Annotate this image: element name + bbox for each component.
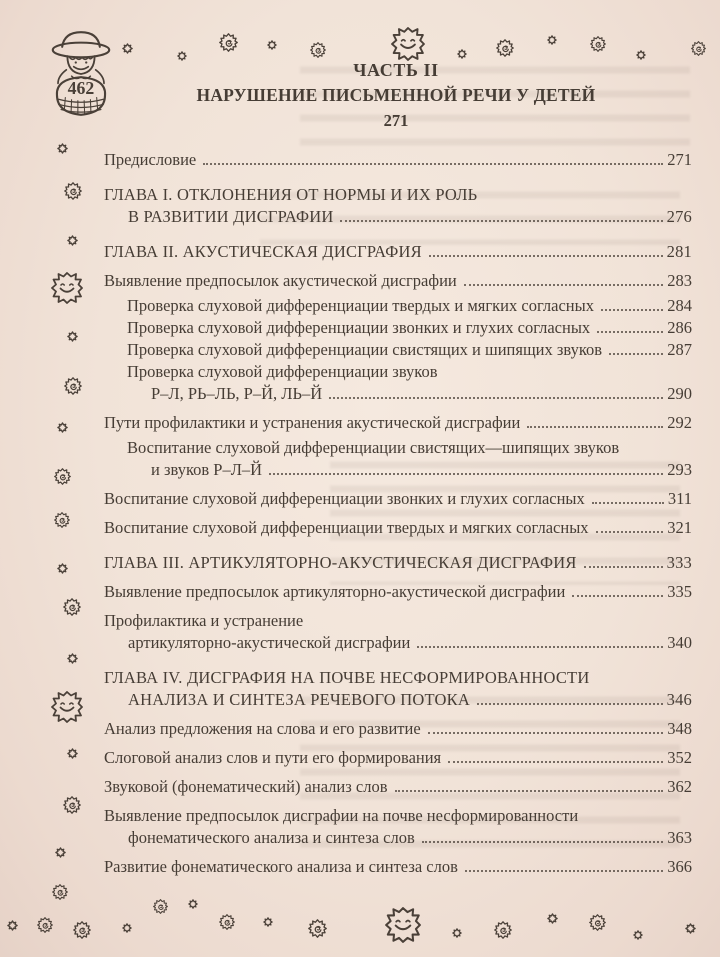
sun-medium-icon xyxy=(496,39,514,57)
sun-small-icon xyxy=(633,930,643,940)
toc-entry-page: 293 xyxy=(667,460,692,479)
toc-entry xyxy=(127,339,692,361)
toc-entry-line xyxy=(104,610,692,632)
dot-leader xyxy=(428,732,664,734)
dot-leader xyxy=(422,841,663,843)
toc-entry-page: 311 xyxy=(667,489,692,508)
toc-entry-line xyxy=(104,552,692,574)
sun-small-icon xyxy=(457,49,467,59)
toc-entry-line xyxy=(127,317,692,339)
toc-entry-line xyxy=(127,383,692,405)
sun-small-icon xyxy=(267,40,277,50)
toc-entry xyxy=(104,610,692,654)
toc-entry-title: Пути профилактики и устранения акустической дисграфии xyxy=(104,413,521,432)
dot-leader xyxy=(429,255,663,257)
toc-entry-line xyxy=(104,856,692,878)
toc-entry xyxy=(104,805,692,849)
sun-medium-icon xyxy=(64,182,82,200)
toc-entry xyxy=(104,552,692,574)
toc-entry-page: 290 xyxy=(667,384,692,403)
toc-entry-title: Проверка слуховой дифференциации звонких и глухих согласных xyxy=(127,318,591,337)
toc-entry-title: Воспитание слуховой дифференциации звонких и глухих согласных xyxy=(104,489,585,508)
sun-small-icon xyxy=(67,235,78,246)
toc-entry-page: 286 xyxy=(667,318,692,337)
toc-entry-page: 366 xyxy=(667,857,692,876)
dot-leader xyxy=(596,531,664,533)
toc-entry-title: Воспитание слуховой дифференциации твердых и мягких согласных xyxy=(104,518,589,537)
toc-entry-page: 348 xyxy=(667,719,692,738)
sun-medium-icon xyxy=(589,914,606,931)
sun-small-icon xyxy=(122,43,133,54)
sun-medium-icon xyxy=(308,919,327,938)
dot-leader xyxy=(417,646,663,648)
toc-entry-title: Слоговой анализ слов и пути его формирования xyxy=(104,748,442,767)
sun-small-icon xyxy=(263,917,273,927)
toc-entry-page: 340 xyxy=(667,633,692,652)
toc-entry-line xyxy=(104,517,692,539)
toc-entry-line xyxy=(104,184,692,206)
sun-medium-icon xyxy=(37,917,53,933)
dot-leader xyxy=(329,397,663,399)
sun-medium-icon xyxy=(494,921,512,939)
sun-small-icon xyxy=(122,923,132,933)
dot-leader xyxy=(572,595,663,597)
toc-entry-page: 352 xyxy=(667,748,692,767)
toc-entry-title: Р–Л, РЬ–ЛЬ, Р–Й, ЛЬ–Й xyxy=(151,384,323,403)
dot-leader xyxy=(269,473,663,475)
toc-entry xyxy=(127,317,692,339)
sun-large-icon xyxy=(51,272,83,304)
dot-leader xyxy=(584,566,663,568)
toc-entry xyxy=(127,295,692,317)
dot-leader xyxy=(464,284,664,286)
sun-small-icon xyxy=(55,847,66,858)
sun-medium-icon xyxy=(310,42,326,58)
toc-entry-page: 281 xyxy=(666,242,692,261)
dot-leader xyxy=(592,502,664,504)
sun-small-icon xyxy=(685,923,696,934)
sun-medium-icon xyxy=(63,796,81,814)
toc-entry-title: Предисловие xyxy=(104,150,197,169)
toc-entry-page: 284 xyxy=(667,296,692,315)
sun-small-icon xyxy=(188,899,198,909)
toc-entry xyxy=(104,776,692,798)
toc-entry-line xyxy=(104,776,692,798)
dot-leader xyxy=(395,790,664,792)
toc-entry-line xyxy=(104,747,692,769)
toc-entry-line xyxy=(127,459,692,481)
sun-medium-icon xyxy=(54,512,70,528)
toc-entry xyxy=(104,412,692,434)
sun-small-icon xyxy=(547,913,558,924)
toc-entry-line xyxy=(127,361,692,383)
sun-small-icon xyxy=(57,422,68,433)
sun-small-icon xyxy=(67,748,78,759)
toc-entry-line xyxy=(127,339,692,361)
toc-entry-page: 283 xyxy=(667,271,692,290)
sun-medium-icon xyxy=(153,899,168,914)
toc-entry-page: 346 xyxy=(666,690,692,709)
toc-entry xyxy=(104,149,692,171)
toc-entry-title: ГЛАВА III. АРТИКУЛЯТОРНО-АКУСТИЧЕСКАЯ ДИСГРАФИЯ xyxy=(104,553,577,572)
toc-entry xyxy=(104,667,692,711)
toc-entry-page: 362 xyxy=(667,777,692,796)
sun-small-icon xyxy=(636,50,646,60)
toc-entry-line xyxy=(104,827,692,849)
sun-small-icon xyxy=(67,653,78,664)
toc-entry-title: ГЛАВА I. ОТКЛОНЕНИЯ ОТ НОРМЫ И ИХ РОЛЬ xyxy=(104,185,478,204)
page-title: НАРУШЕНИЕ ПИСЬМЕННОЙ РЕЧИ У ДЕТЕЙ xyxy=(196,85,596,105)
toc-entry-page: 292 xyxy=(667,413,692,432)
toc-entry xyxy=(104,488,692,510)
sun-medium-icon xyxy=(219,33,238,52)
toc-entry-page: 276 xyxy=(666,207,692,226)
toc-entry-line xyxy=(104,718,692,740)
part-start-page: 271 xyxy=(383,111,409,130)
dot-leader xyxy=(448,761,663,763)
toc-entry-line xyxy=(104,488,692,510)
toc-entry-title: артикуляторно-акустической дисграфии xyxy=(128,633,411,652)
toc-entry-line xyxy=(104,412,692,434)
sun-small-icon xyxy=(57,143,68,154)
toc-entry xyxy=(104,581,692,603)
toc-entry-title: Анализ предложения на слова и его развитие xyxy=(104,719,421,738)
toc-entry-page: 287 xyxy=(667,340,692,359)
sun-medium-icon xyxy=(219,914,235,930)
toc-header xyxy=(100,60,692,131)
toc-entry-title: Воспитание слуховой дифференциации свистящих—шипящих звуков xyxy=(127,438,620,457)
toc-entry-title: Развитие фонематического анализа и синтеза слов xyxy=(104,857,458,876)
dot-leader xyxy=(203,163,663,165)
toc-entry xyxy=(104,184,692,228)
sun-medium-icon xyxy=(691,41,706,56)
toc-entry xyxy=(127,361,692,405)
toc-entry-title: Проверка слуховой дифференциации свистящих и шипящих звуков xyxy=(127,340,603,359)
toc-entry-line xyxy=(104,581,692,603)
dot-leader xyxy=(465,870,663,872)
toc-entry xyxy=(104,270,692,292)
toc-entry-line xyxy=(127,295,692,317)
toc-entry-line xyxy=(104,667,692,689)
sun-large-icon xyxy=(385,907,421,943)
toc-entry xyxy=(104,718,692,740)
toc-entry-line xyxy=(104,805,692,827)
sun-small-icon xyxy=(452,928,462,938)
toc-list xyxy=(104,149,692,878)
toc-entry-title: Профилактика и устранение xyxy=(104,611,304,630)
dot-leader xyxy=(340,220,662,222)
toc-entry xyxy=(104,747,692,769)
toc-entry-title: ГЛАВА IV. ДИСГРАФИЯ НА ПОЧВЕ НЕСФОРМИРОВАННОСТИ xyxy=(104,668,590,687)
sun-medium-icon xyxy=(590,36,606,52)
toc-entry-page: 363 xyxy=(667,828,692,847)
toc-entry-title: Выявление предпосылок дисграфии на почве несформированности xyxy=(104,806,579,825)
toc-entry-line xyxy=(104,689,692,711)
sun-medium-icon xyxy=(73,921,91,939)
dot-leader xyxy=(477,703,663,705)
page-number-badge-value: 462 xyxy=(67,77,95,98)
toc-entry-line xyxy=(127,437,692,459)
toc-entry-line xyxy=(104,149,692,171)
toc-entry-line xyxy=(104,206,692,228)
sun-large-icon xyxy=(51,691,83,723)
toc-entry-line xyxy=(104,270,692,292)
dot-leader xyxy=(527,426,663,428)
toc-entry-title: АНАЛИЗА И СИНТЕЗА РЕЧЕВОГО ПОТОКА xyxy=(128,690,470,709)
sun-small-icon xyxy=(7,920,18,931)
dot-leader xyxy=(597,331,663,333)
sun-small-icon xyxy=(67,331,78,342)
toc-entry-title: Выявление предпосылок акустической дисграфии xyxy=(104,271,457,290)
sun-medium-icon xyxy=(63,598,81,616)
dot-leader xyxy=(609,353,663,355)
sun-small-icon xyxy=(57,563,68,574)
toc-entry-title: Проверка слуховой дифференциации твердых и мягких согласных xyxy=(127,296,594,315)
toc-entry-title: Выявление предпосылок артикуляторно-акустической дисграфии xyxy=(104,582,566,601)
toc-entry xyxy=(127,437,692,481)
toc-entry-title: Звуковой (фонематический) анализ слов xyxy=(104,777,388,796)
toc-entry-line xyxy=(104,632,692,654)
toc-entry-title: В РАЗВИТИИ ДИСГРАФИИ xyxy=(128,207,334,226)
toc-entry-page: 321 xyxy=(667,518,692,537)
sun-medium-icon xyxy=(52,884,68,900)
toc-entry-page: 271 xyxy=(667,150,692,169)
toc-entry-title: и звуков Р–Л–Й xyxy=(151,460,263,479)
sun-medium-icon xyxy=(54,468,71,485)
toc-entry xyxy=(104,856,692,878)
toc-entry xyxy=(104,241,692,263)
toc-entry-page: 335 xyxy=(667,582,692,601)
dot-leader xyxy=(601,309,663,311)
toc-entry xyxy=(104,517,692,539)
part-label: ЧАСТЬ II xyxy=(353,60,439,80)
sun-large-icon xyxy=(391,27,425,61)
toc-entry-page: 333 xyxy=(666,553,692,572)
sun-medium-icon xyxy=(64,377,82,395)
toc-entry-title: фонематического анализа и синтеза слов xyxy=(128,828,415,847)
toc-entry-line xyxy=(104,241,692,263)
toc-entry-title: Проверка слуховой дифференциации звуков xyxy=(127,362,438,381)
sun-small-icon xyxy=(547,35,557,45)
toc-entry-title: ГЛАВА II. АКУСТИЧЕСКАЯ ДИСГРАФИЯ xyxy=(104,242,422,261)
